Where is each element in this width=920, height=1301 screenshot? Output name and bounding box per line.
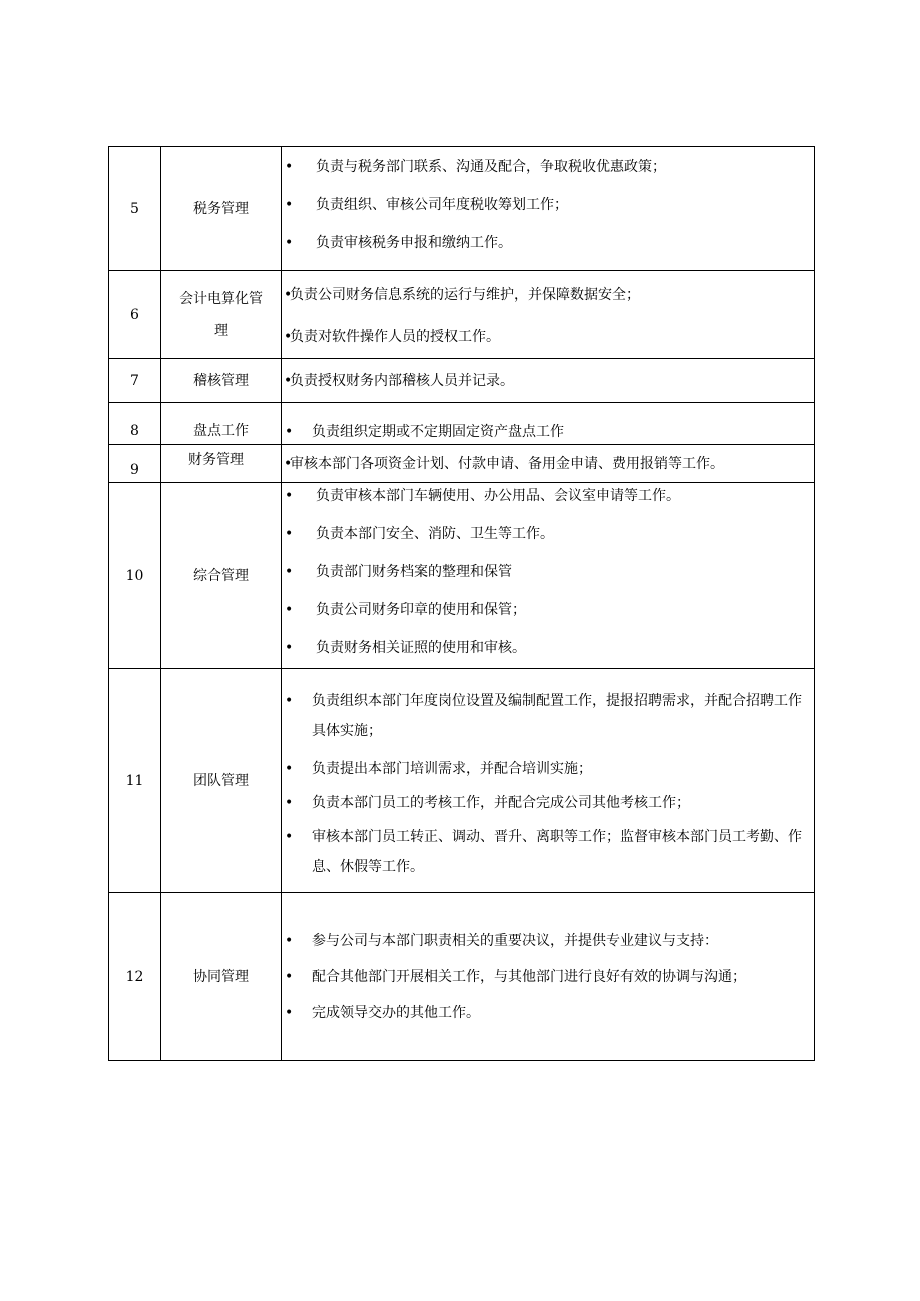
duty-text: 负责审核税务申报和缴纳工作。	[316, 234, 512, 251]
bullet-icon: •	[285, 487, 294, 504]
bullet-icon: •	[285, 234, 294, 251]
duty-text: 审核本部门各项资金计划、付款申请、备用金申请、费用报销等工作。	[290, 455, 724, 472]
bullet-icon: •	[285, 968, 294, 985]
duty-text: 负责授权财务内部稽核人员并记录。	[290, 372, 514, 389]
row-number: 12	[109, 893, 161, 1061]
bullet-icon: •	[284, 328, 293, 345]
duty-list-cell	[282, 403, 815, 445]
bullet-icon: •	[285, 525, 294, 542]
bullet-icon: •	[285, 601, 294, 618]
list-item	[282, 998, 814, 1028]
bullet-icon: •	[285, 639, 294, 656]
list-item	[282, 231, 814, 255]
bullet-icon: •	[284, 372, 293, 389]
duty-text: 负责公司财务印章的使用和保管；	[316, 601, 526, 618]
list-item	[282, 522, 814, 546]
duty-list-cell	[282, 669, 815, 893]
duty-list-cell	[282, 893, 815, 1061]
duty-text: 负责组织、审核公司年度税收筹划工作；	[316, 196, 568, 213]
list-item	[282, 369, 814, 393]
list-item	[282, 754, 814, 784]
duty-list-cell	[282, 147, 815, 271]
bullet-icon: •	[285, 563, 294, 580]
duty-name: 稽核管理	[161, 359, 282, 403]
duty-text: 负责组织定期或不定期固定资产盘点工作	[312, 424, 564, 440]
list-item	[282, 636, 814, 660]
bullet-icon: •	[285, 828, 294, 845]
list-item	[282, 452, 814, 476]
duty-text: 负责财务相关证照的使用和审核。	[316, 639, 526, 656]
bullet-icon: •	[285, 196, 294, 213]
duty-name	[161, 271, 282, 359]
duty-text: 负责本部门员工的考核工作，并配合完成公司其他考核工作；	[312, 794, 690, 811]
list-item	[282, 155, 814, 179]
row-number: 7	[109, 359, 161, 403]
duty-text: 参与公司与本部门职责相关的重要决议，并提供专业建议与支持：	[312, 932, 718, 949]
table-row	[109, 893, 815, 1061]
bullet-icon: •	[284, 286, 293, 303]
list-item	[282, 560, 814, 584]
list-item	[282, 822, 814, 882]
bullet-icon: •	[285, 932, 294, 949]
duty-name: 综合管理	[161, 483, 282, 669]
table-row	[109, 669, 815, 893]
row-number: 10	[109, 483, 161, 669]
duty-name: 协同管理	[161, 893, 282, 1061]
duty-list-cell	[282, 359, 815, 403]
duty-list-cell	[282, 445, 815, 483]
duty-name: 团队管理	[161, 669, 282, 893]
list-item	[282, 962, 814, 992]
duty-text: 审核本部门员工转正、调动、晋升、离职等工作；监督审核本部门员工考勤、作息、休假等工作。	[312, 828, 802, 875]
duty-text: 负责与税务部门联系、沟通及配合，争取税收优惠政策；	[316, 158, 666, 175]
row-number: 8	[109, 403, 161, 445]
bullet-icon: •	[285, 158, 294, 175]
bullet-icon: •	[284, 455, 293, 472]
list-item	[282, 484, 814, 508]
bullet-icon: •	[285, 760, 294, 777]
row-number: 11	[109, 669, 161, 893]
duty-text: 配合其他部门开展相关工作，与其他部门进行良好有效的协调与沟通；	[312, 968, 746, 985]
duty-name-line: 理	[214, 322, 228, 339]
responsibility-table	[108, 146, 815, 1061]
duty-name: 盘点工作	[161, 403, 282, 445]
duty-text: 负责部门财务档案的整理和保管	[316, 563, 512, 580]
list-item	[282, 283, 814, 307]
duty-text: 负责对软件操作人员的授权工作。	[290, 328, 500, 345]
bullet-icon: •	[285, 1004, 294, 1021]
table-row	[109, 483, 815, 669]
bullet-icon: •	[285, 794, 294, 811]
duty-name: 财务管理	[161, 445, 282, 483]
duty-list-cell	[282, 271, 815, 359]
duty-text: 负责本部门安全、消防、卫生等工作。	[316, 525, 554, 542]
duty-name: 税务管理	[161, 147, 282, 271]
duty-text: 负责审核本部门车辆使用、办公用品、会议室申请等工作。	[316, 487, 680, 504]
bullet-icon: •	[285, 692, 294, 709]
table-row	[109, 445, 815, 483]
duty-name-line: 会计电算化管	[179, 290, 263, 307]
duty-list-cell	[282, 483, 815, 669]
table-row	[109, 403, 815, 445]
list-item	[282, 598, 814, 622]
list-item	[282, 926, 814, 956]
list-item	[282, 788, 814, 818]
table-row	[109, 271, 815, 359]
list-item	[282, 420, 814, 444]
list-item	[282, 193, 814, 217]
table-row	[109, 147, 815, 271]
duty-text: 负责公司财务信息系统的运行与维护，并保障数据安全；	[290, 286, 640, 303]
row-number: 9	[109, 445, 161, 483]
duty-text: 负责组织本部门年度岗位设置及编制配置工作，提报招聘需求，并配合招聘工作具体实施；	[312, 692, 802, 739]
duty-text: 负责提出本部门培训需求，并配合培训实施；	[312, 760, 592, 777]
row-number: 5	[109, 147, 161, 271]
list-item	[282, 325, 814, 349]
table-row	[109, 359, 815, 403]
duty-text: 完成领导交办的其他工作。	[312, 1004, 480, 1021]
bullet-icon: •	[285, 424, 294, 440]
row-number: 6	[109, 271, 161, 359]
list-item	[282, 686, 814, 746]
